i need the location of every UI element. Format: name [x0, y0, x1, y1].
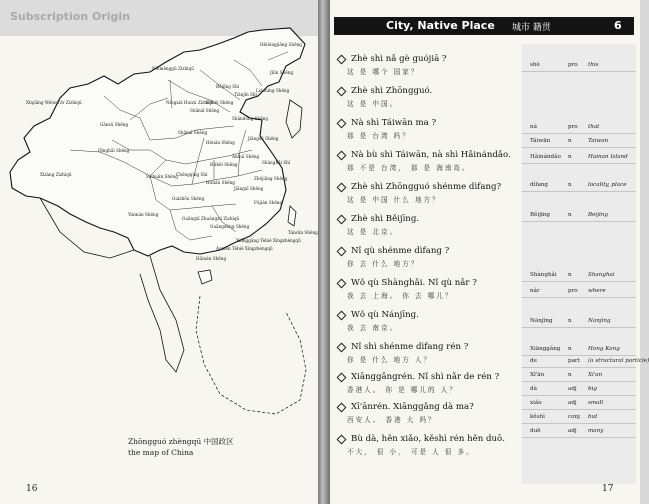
- sentence-pinyin-text: Nǐ qù shénme dìfang ?: [351, 246, 450, 256]
- diamond-bullet-icon: [337, 150, 347, 160]
- sentence-hanzi: 那 不是 台湾， 那 是 海南岛。: [347, 164, 471, 172]
- vocab-rule-line: [522, 327, 636, 328]
- vocab-rule-line: [522, 297, 636, 298]
- map-label: Guǎngxī Zhuàngzú Zìzhìqū: [182, 216, 240, 221]
- diamond-bullet-icon: [337, 54, 347, 64]
- diamond-bullet-icon: [337, 214, 347, 224]
- map-label: Shǎnxī Shěng: [178, 130, 208, 135]
- sentence-pinyin: [338, 150, 518, 160]
- map-label: Xīnjiāng Wéiwú'ěr Zìzhìqū: [26, 100, 82, 105]
- sentence-pinyin-text: Zhè shì Zhōngguó shénme dìfang?: [351, 182, 502, 192]
- vocab-english: many: [588, 428, 604, 434]
- map-label: Jiāngxī Shěng: [234, 186, 264, 191]
- sentence-item: [338, 150, 518, 172]
- sentence-pinyin-text: Nà shì Táiwān ma ?: [351, 118, 437, 128]
- south-sea-boundary: [196, 296, 306, 414]
- sentence-item: [338, 86, 518, 108]
- vocab-rule-line: [522, 409, 636, 410]
- page-number-left: 16: [26, 484, 38, 494]
- map-label: Shànghǎi Shì: [262, 160, 291, 165]
- diamond-bullet-icon: [337, 310, 347, 320]
- sentence-pinyin: [338, 402, 518, 412]
- sentence-item: [338, 342, 518, 364]
- sentence-hanzi: 这 是 哪个 国家？: [347, 68, 420, 76]
- sentence-hanzi: 这 是 中国 什么 地方？: [347, 196, 441, 204]
- vocab-part-of-speech: part: [568, 358, 580, 364]
- hainan-island: [198, 270, 212, 284]
- map-label: Húběi Shěng: [210, 162, 238, 167]
- vocab-pinyin: Nánjīng: [530, 318, 553, 324]
- sentence-item: [338, 118, 518, 140]
- vocab-part-of-speech: pro: [568, 124, 578, 130]
- vocab-rule-line: [522, 355, 636, 356]
- taiwan-island: [288, 206, 296, 226]
- sentence-item: [338, 278, 518, 300]
- vocab-rule-line: [522, 381, 636, 382]
- vocab-english: big: [588, 386, 597, 392]
- map-label: Běijīng Shì: [216, 84, 240, 89]
- map-label: Shānxī Shěng: [190, 108, 220, 113]
- sentence-hanzi: 这 是 中国。: [347, 100, 399, 108]
- vocab-part-of-speech: n: [568, 318, 572, 324]
- map-label: Xīzàng Zìzhìqū: [40, 172, 72, 177]
- vocab-pinyin: nà: [530, 124, 537, 130]
- korea-outline: [286, 100, 302, 138]
- sentence-pinyin-text: Nǐ shì shénme dìfang rén ?: [351, 342, 469, 352]
- diamond-bullet-icon: [337, 182, 347, 192]
- sentence-pinyin: [338, 54, 518, 64]
- sentence-pinyin: [338, 214, 518, 224]
- vocab-pinyin: Shànghǎi: [530, 272, 557, 278]
- sentence-pinyin: [338, 246, 518, 256]
- vocab-part-of-speech: pro: [568, 62, 578, 68]
- sentence-pinyin-text: Xiānggǎngrén. Nǐ shì nǎr de rén ?: [351, 372, 500, 382]
- vocab-pinyin: Běijīng: [530, 212, 550, 218]
- map-label: Liáoníng Shěng: [256, 88, 290, 93]
- sentence-item: [338, 434, 518, 456]
- sentence-pinyin-text: Wǒ qù Shànghǎi. Nǐ qù nǎr ?: [351, 278, 477, 288]
- vocab-english: Shanghai: [588, 272, 615, 278]
- map-label: Hǎinán Shěng: [196, 256, 227, 261]
- diamond-bullet-icon: [337, 118, 347, 128]
- vocab-rule-line: [522, 163, 636, 164]
- diamond-bullet-icon: [337, 342, 347, 352]
- vocab-english: but: [588, 414, 598, 420]
- vocab-part-of-speech: n: [568, 346, 572, 352]
- vocab-english: that: [588, 124, 600, 130]
- map-label: Chóngqìng Shì: [176, 172, 208, 177]
- sentence-pinyin-text: Xī'ānrén. Xiānggǎng dà ma?: [351, 402, 474, 412]
- sentence-hanzi: 香港人。 你 是 哪儿的 人？: [347, 386, 458, 394]
- map-caption: [128, 436, 268, 458]
- map-label: Guǎngdōng Shěng: [210, 224, 250, 229]
- vocab-pinyin: dà: [530, 386, 537, 392]
- southeast-asia-outline: [140, 256, 184, 372]
- sentence-pinyin-text: Wǒ qù Nánjīng.: [351, 310, 419, 320]
- vocab-rule-line: [522, 133, 636, 134]
- vocab-rule-line: [522, 437, 636, 438]
- vocab-part-of-speech: n: [568, 154, 572, 160]
- map-label: Sìchuān Shěng: [146, 174, 178, 179]
- left-page: [0, 0, 318, 504]
- sentence-pinyin-text: Zhè shì nǎ gè guójiā ?: [351, 54, 447, 64]
- map-label: Àomén Tèbié Xíngzhèngqū: [216, 246, 273, 251]
- vocab-pinyin: nǎr: [530, 288, 540, 294]
- vocab-pinyin: Xī'ān: [530, 372, 545, 378]
- sentence-pinyin-text: Nà bù shì Táiwān, nà shì Hǎinándǎo.: [351, 150, 511, 160]
- diamond-bullet-icon: [337, 246, 347, 256]
- vocab-part-of-speech: adj: [568, 428, 577, 434]
- vocab-english: Nanjing: [588, 318, 611, 324]
- map-label: Táiwān Shěng: [288, 230, 318, 235]
- vocab-rule-line: [522, 147, 636, 148]
- vocab-part-of-speech: n: [568, 138, 572, 144]
- map-label: Zhèjiāng Shěng: [254, 176, 288, 181]
- vocab-part-of-speech: pro: [568, 288, 578, 294]
- sentence-hanzi: 西安人。 香港 大 吗？: [347, 416, 437, 424]
- sentence-pinyin: [338, 434, 518, 444]
- map-label: Gānsù Shěng: [100, 122, 129, 127]
- china-map: [0, 0, 318, 430]
- map-label: Níngxià Huízú Zìzhìqū: [166, 100, 214, 105]
- sentence-pinyin: [338, 372, 518, 382]
- vocab-pinyin: de: [530, 358, 537, 364]
- vocab-english: Xi'an: [588, 372, 603, 378]
- vocab-rule-line: [522, 395, 636, 396]
- sentence-pinyin: [338, 310, 518, 320]
- vocab-pinyin: Hǎinándǎo: [530, 154, 561, 160]
- map-label: Tiānjīn Shì: [234, 92, 257, 97]
- sentence-item: [338, 214, 518, 236]
- map-label: Jiāngsū Shěng: [248, 136, 279, 141]
- sentence-hanzi: 这 是 北京。: [347, 228, 399, 236]
- vocab-part-of-speech: adj: [568, 400, 577, 406]
- diamond-bullet-icon: [337, 402, 347, 412]
- vocab-english: Taiwan: [588, 138, 609, 144]
- sentence-pinyin: [338, 86, 518, 96]
- map-label: Ānhuī Shěng: [232, 154, 260, 159]
- vocab-english: small: [588, 400, 604, 406]
- vocab-pinyin: duō: [530, 428, 541, 434]
- vocab-pinyin: Xiānggǎng: [530, 346, 561, 352]
- map-label: Héběi Shěng: [206, 100, 234, 105]
- header-ghost-text: Subscription Origin: [10, 10, 131, 23]
- vocab-english: where: [588, 288, 606, 294]
- book-gutter: [318, 0, 330, 504]
- sentence-pinyin: [338, 182, 518, 192]
- map-label: Nèiměnggǔ Zìzhìqū: [152, 66, 194, 71]
- sentence-item: [338, 402, 518, 424]
- diamond-bullet-icon: [337, 86, 347, 96]
- vocab-english: this: [588, 62, 599, 68]
- sentence-hanzi: 我 去 上海。 你 去 哪儿？: [347, 292, 454, 300]
- chapter-title: City, Native Place: [386, 19, 495, 32]
- sentence-item: [338, 310, 518, 332]
- vocab-english: Hong Kong: [588, 346, 620, 352]
- vocab-part-of-speech: conj: [568, 414, 580, 420]
- vocab-part-of-speech: n: [568, 212, 572, 218]
- chapter-title-bar: [334, 17, 634, 35]
- sentence-item: [338, 54, 518, 76]
- sentence-pinyin-text: Zhè shì Běijīng.: [351, 214, 420, 224]
- vocab-part-of-speech: n: [568, 372, 572, 378]
- sentence-item: [338, 372, 518, 394]
- sentence-pinyin-text: Zhè shì Zhōngguó.: [351, 86, 433, 96]
- map-label: Jílín Shěng: [270, 70, 294, 75]
- vocab-rule-line: [522, 423, 636, 424]
- sentence-hanzi: 你 是 什么 地方 人？: [347, 356, 433, 364]
- map-label: Qīnghǎi Shěng: [98, 148, 130, 153]
- vocab-pinyin: dìfang: [530, 182, 548, 188]
- vocab-english: Beijing: [588, 212, 608, 218]
- vocab-pinyin: Táiwān: [530, 138, 551, 144]
- sentence-hanzi: 不大， 很 小， 可是 人 很 多。: [347, 448, 475, 456]
- sentence-hanzi: 那 是 台湾 吗？: [347, 132, 411, 140]
- vocab-part-of-speech: adj: [568, 386, 577, 392]
- diamond-bullet-icon: [337, 372, 347, 382]
- diamond-bullet-icon: [337, 434, 347, 444]
- sentence-pinyin: [338, 118, 518, 128]
- vocab-part-of-speech: n: [568, 182, 572, 188]
- map-label: Hénán Shěng: [206, 140, 235, 145]
- vocab-pinyin: kěshì: [530, 414, 545, 420]
- sentence-item: [338, 182, 518, 204]
- vocab-rule-line: [522, 221, 636, 222]
- sentence-item: [338, 246, 518, 268]
- vocab-rule-line: [522, 281, 636, 282]
- map-label: Shāndōng Shěng: [232, 116, 269, 121]
- vocab-rule-line: [522, 71, 636, 72]
- chapter-title-chinese: 城市 籍贯: [512, 23, 551, 33]
- map-label: Yúnnán Shěng: [128, 212, 159, 217]
- vocab-english: Hainan Island: [588, 154, 628, 160]
- map-label: Húnán Shěng: [206, 180, 235, 185]
- sentence-pinyin: [338, 342, 518, 352]
- sentence-pinyin: [338, 278, 518, 288]
- vocab-english: locality, place: [588, 182, 627, 188]
- sentence-hanzi: 你 去 什么 地方？: [347, 260, 420, 268]
- chapter-number: 6: [614, 19, 622, 32]
- vocab-rule-line: [522, 191, 636, 192]
- sentence-hanzi: 我 去 南京。: [347, 324, 399, 332]
- vocab-part-of-speech: n: [568, 272, 572, 278]
- diamond-bullet-icon: [337, 278, 347, 288]
- sentence-pinyin-text: Bù dà, hěn xiǎo, kěshì rén hěn duō.: [351, 434, 505, 444]
- vocab-pinyin: xiǎo: [530, 400, 542, 406]
- page-number-right: 17: [602, 484, 614, 494]
- map-caption-english: the map of China: [128, 448, 194, 457]
- vocab-rule-line: [522, 367, 636, 368]
- vocab-pinyin: shè: [530, 62, 540, 68]
- map-label: Fújiàn Shěng: [254, 200, 283, 205]
- vocab-english: (a structural particle): [588, 358, 649, 364]
- map-label: Guìzhōu Shěng: [172, 196, 205, 201]
- map-label: Hēilóngjiāng Shěng: [260, 42, 302, 47]
- map-label: Xiānggǎng Tèbié Xíngzhèngqū: [236, 238, 301, 243]
- map-caption-pinyin: Zhōngguó zhèngqū 中国政区: [128, 437, 234, 446]
